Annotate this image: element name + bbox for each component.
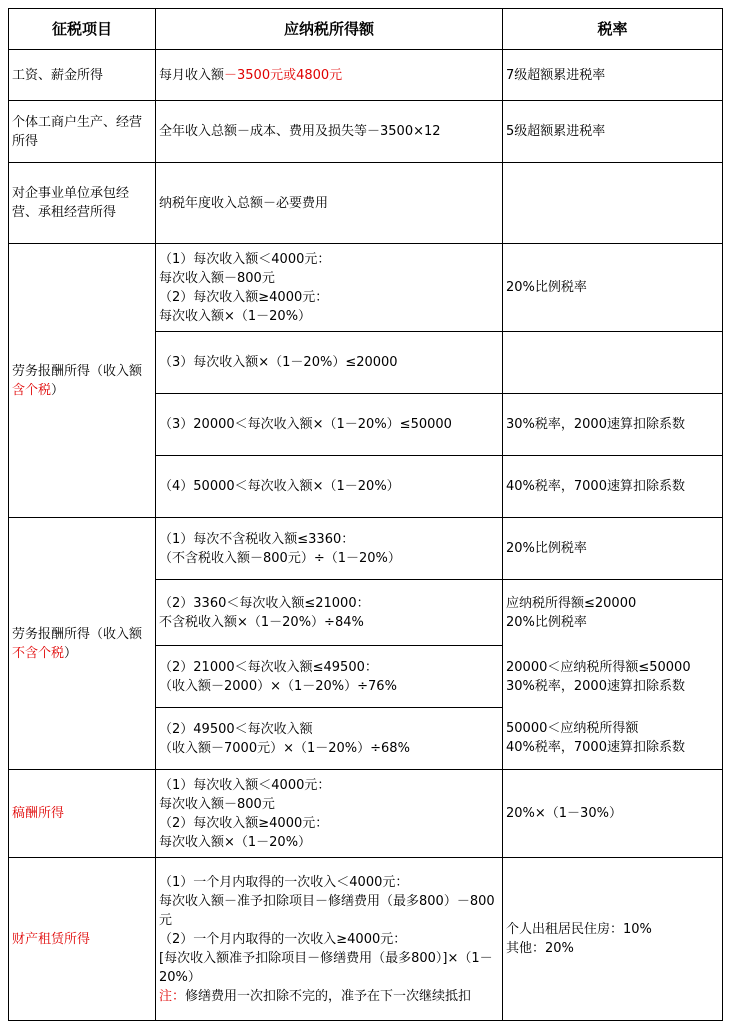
formula-line: （1）每次收入额＜4000元： xyxy=(159,777,331,793)
wage-item: 工资、薪金所得 xyxy=(9,50,156,101)
formula-line: （收入额－7000元）×（1－20%）÷68% xyxy=(159,740,410,756)
formula-line: （3）每次收入额×（1－20%）≤20000 xyxy=(159,355,398,370)
labor-excl-rate-2 xyxy=(503,580,723,646)
header-item: 征税项目 xyxy=(9,9,156,50)
business-formula xyxy=(156,101,503,163)
contract-item: 对企事业单位承包经营、承租经营所得 xyxy=(9,163,156,244)
formula-line: 每次收入额×（1－20%） xyxy=(159,834,312,850)
labor-incl-rate-4: 40%税率，7000速算扣除系数 xyxy=(503,456,723,518)
formula-line: 每次收入额－800元 xyxy=(159,796,275,812)
formula-line: （不含税收入额－800元）÷（1－20%） xyxy=(159,550,401,566)
rate-line: 20%比例税率 xyxy=(506,614,587,630)
rental-note-label: 注： xyxy=(159,988,186,1004)
row-labor-excl-1 xyxy=(9,518,723,580)
header-taxable-income: 应纳税所得额 xyxy=(156,9,503,50)
header-row xyxy=(9,9,723,50)
labor-incl-formula-1 xyxy=(156,244,503,332)
formula-line: （2）每次收入额≥4000元： xyxy=(159,289,329,305)
contract-rate xyxy=(503,163,723,244)
labor-incl-rate-2 xyxy=(503,332,723,394)
labor-excl-rate-1 xyxy=(503,518,723,580)
rate-line: 20%比例税率 xyxy=(506,541,587,556)
formula-line: （2）一个月内取得的一次收入≥4000元： xyxy=(159,931,407,947)
wage-rate: 7级超额累进税率 xyxy=(503,50,723,101)
formula-line: （收入额－2000）×（1－20%）÷76% xyxy=(159,678,397,694)
formula-line: 每次收入额×（1－20%） xyxy=(159,308,312,324)
formula-line: （2）49500＜每次收入额 xyxy=(159,721,313,737)
formula-line: （2）每次收入额≥4000元： xyxy=(159,815,329,831)
business-rate: 5级超额累进税率 xyxy=(503,101,723,163)
labor-incl-item xyxy=(9,244,156,518)
row-labor-incl-1 xyxy=(9,244,723,332)
rate-line: 50000＜应纳税所得额 xyxy=(506,721,639,737)
labor-excl-rate-3 xyxy=(503,646,723,708)
rental-item: 财产租赁所得 xyxy=(9,858,156,1021)
labor-excl-item-suffix: ） xyxy=(64,645,78,661)
labor-excl-item-prefix: 劳务报酬所得（收入额 xyxy=(12,626,143,642)
formula-line: （1）一个月内取得的一次收入＜4000元： xyxy=(159,874,409,890)
labor-incl-formula-4 xyxy=(156,456,503,518)
rental-formula xyxy=(156,858,503,1021)
header-rate: 税率 xyxy=(503,9,723,50)
labor-excl-item-red: 不含个税 xyxy=(12,645,65,661)
labor-excl-formula-3 xyxy=(156,646,503,708)
formula-line: （1）每次收入额＜4000元： xyxy=(159,251,331,267)
formula-line: （2）21000＜每次收入额≤49500： xyxy=(159,659,378,675)
row-business xyxy=(9,101,723,163)
rental-note xyxy=(159,987,499,1006)
row-contract xyxy=(9,163,723,244)
wage-formula xyxy=(156,50,503,101)
rate-line: 30%税率，2000速算扣除系数 xyxy=(506,678,685,694)
rental-rate xyxy=(503,858,723,1021)
royalty-formula xyxy=(156,770,503,858)
formula-line: （3）20000＜每次收入额×（1－20%）≤50000 xyxy=(159,417,452,432)
business-formula-text: 全年收入总额－成本、费用及损失等－3500×12 xyxy=(159,124,441,139)
rate-line: 其他：20% xyxy=(506,941,574,956)
row-rental xyxy=(9,858,723,1021)
tax-table xyxy=(8,8,723,1021)
labor-excl-formula-1 xyxy=(156,518,503,580)
labor-incl-rate-3: 30%税率，2000速算扣除系数 xyxy=(503,394,723,456)
formula-line: 不含税收入额×（1－20%）÷84% xyxy=(159,614,364,630)
rate-line: 个人出租居民住房：10% xyxy=(506,922,652,937)
business-item: 个体工商户生产、经营所得 xyxy=(9,101,156,163)
labor-excl-formula-4 xyxy=(156,708,503,770)
labor-incl-formula-2 xyxy=(156,332,503,394)
royalty-item: 稿酬所得 xyxy=(9,770,156,858)
wage-formula-red: －3500元或4800元 xyxy=(224,67,343,83)
labor-excl-item xyxy=(9,518,156,770)
wage-formula-prefix: 每月收入额 xyxy=(159,67,225,83)
formula-line: （2）3360＜每次收入额≤21000： xyxy=(159,595,370,611)
rate-line: 应纳税所得额≤20000 xyxy=(506,595,637,611)
labor-incl-item-suffix: ） xyxy=(51,382,65,398)
rate-line: 40%税率，7000速算扣除系数 xyxy=(506,740,685,756)
formula-line: （4）50000＜每次收入额×（1－20%） xyxy=(159,479,400,494)
formula-line: 每次收入额－准予扣除项目－修缮费用（最多800）－800元 xyxy=(159,893,495,928)
royalty-rate: 20%×（1－30%） xyxy=(503,770,723,858)
labor-incl-item-red: 含个税 xyxy=(12,382,52,398)
rental-note-text: 修缮费用一次扣除不完的，准予在下一次继续抵扣 xyxy=(185,988,472,1004)
row-wage xyxy=(9,50,723,101)
labor-incl-item-prefix: 劳务报酬所得（收入额 xyxy=(12,363,143,379)
row-royalty xyxy=(9,770,723,858)
labor-excl-formula-2 xyxy=(156,580,503,646)
labor-incl-rate-1: 20%比例税率 xyxy=(503,244,723,332)
formula-line: （1）每次不含税收入额≤3360： xyxy=(159,531,355,547)
formula-line: [每次收入额准予扣除项目－修缮费用（最多800）]×（1－20%） xyxy=(159,950,493,985)
contract-formula: 纳税年度收入总额－必要费用 xyxy=(156,163,503,244)
labor-incl-formula-3 xyxy=(156,394,503,456)
formula-line: 每次收入额－800元 xyxy=(159,270,275,286)
rate-line: 20000＜应纳税所得额≤50000 xyxy=(506,659,691,675)
labor-excl-rate-4 xyxy=(503,708,723,770)
